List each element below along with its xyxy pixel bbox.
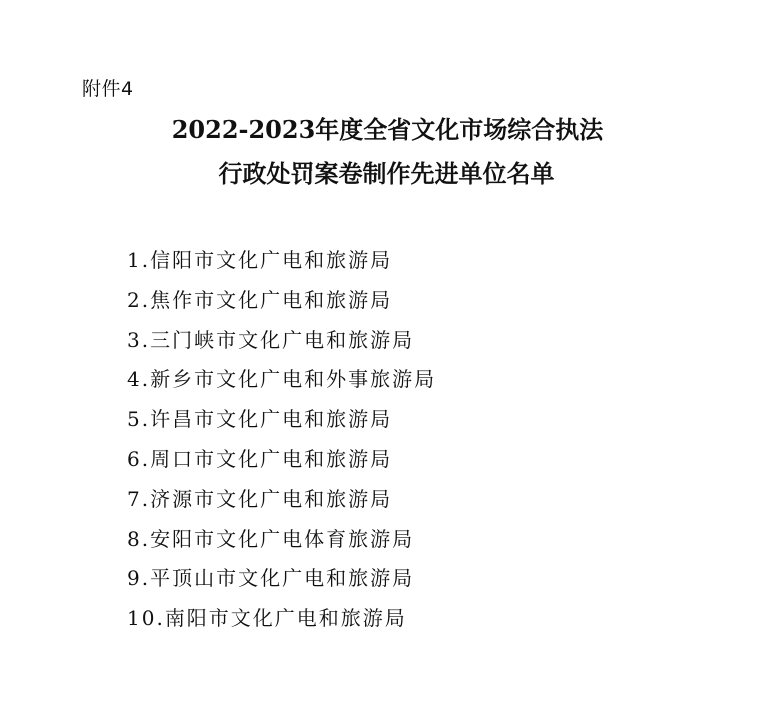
title-line-1: 2022-2023年度全省文化市场综合执法 — [171, 115, 604, 144]
list-item — [127, 443, 436, 483]
item-number: 7. — [127, 486, 151, 511]
item-name: 焦作市文化广电和旅游局 — [150, 287, 393, 312]
list-item — [127, 562, 436, 602]
item-number: 10. — [127, 606, 165, 631]
list-item — [127, 284, 436, 324]
attachment-label: 附件4 — [82, 78, 134, 100]
list-item — [127, 483, 436, 523]
item-name: 平顶山市文化广电和旅游局 — [150, 566, 415, 591]
item-name: 南阳市文化广电和旅游局 — [164, 606, 407, 631]
list-item — [127, 602, 436, 642]
item-name: 安阳市文化广电体育旅游局 — [150, 526, 415, 551]
document-title — [0, 108, 759, 196]
item-number: 9. — [127, 566, 151, 591]
list-item — [127, 324, 436, 364]
list-item — [127, 523, 436, 563]
unit-list — [127, 244, 436, 642]
item-name: 周口市文化广电和旅游局 — [150, 446, 393, 471]
item-number: 6. — [127, 446, 151, 471]
item-name: 三门峡市文化广电和旅游局 — [150, 327, 415, 352]
list-item — [127, 403, 436, 443]
item-name: 许昌市文化广电和旅游局 — [150, 407, 393, 432]
item-number: 4. — [127, 367, 151, 392]
list-item — [127, 363, 436, 403]
item-number: 3. — [127, 327, 151, 352]
title-line-2: 行政处罚案卷制作先进单位名单 — [218, 159, 555, 188]
item-number: 1. — [127, 248, 151, 272]
item-number: 8. — [127, 526, 151, 551]
item-name: 济源市文化广电和旅游局 — [150, 486, 393, 511]
item-name: 信阳市文化广电和旅游局 — [150, 248, 393, 272]
item-number: 2. — [127, 287, 151, 312]
list-item — [127, 244, 436, 284]
item-number: 5. — [127, 407, 151, 432]
item-name: 新乡市文化广电和外事旅游局 — [150, 367, 437, 392]
